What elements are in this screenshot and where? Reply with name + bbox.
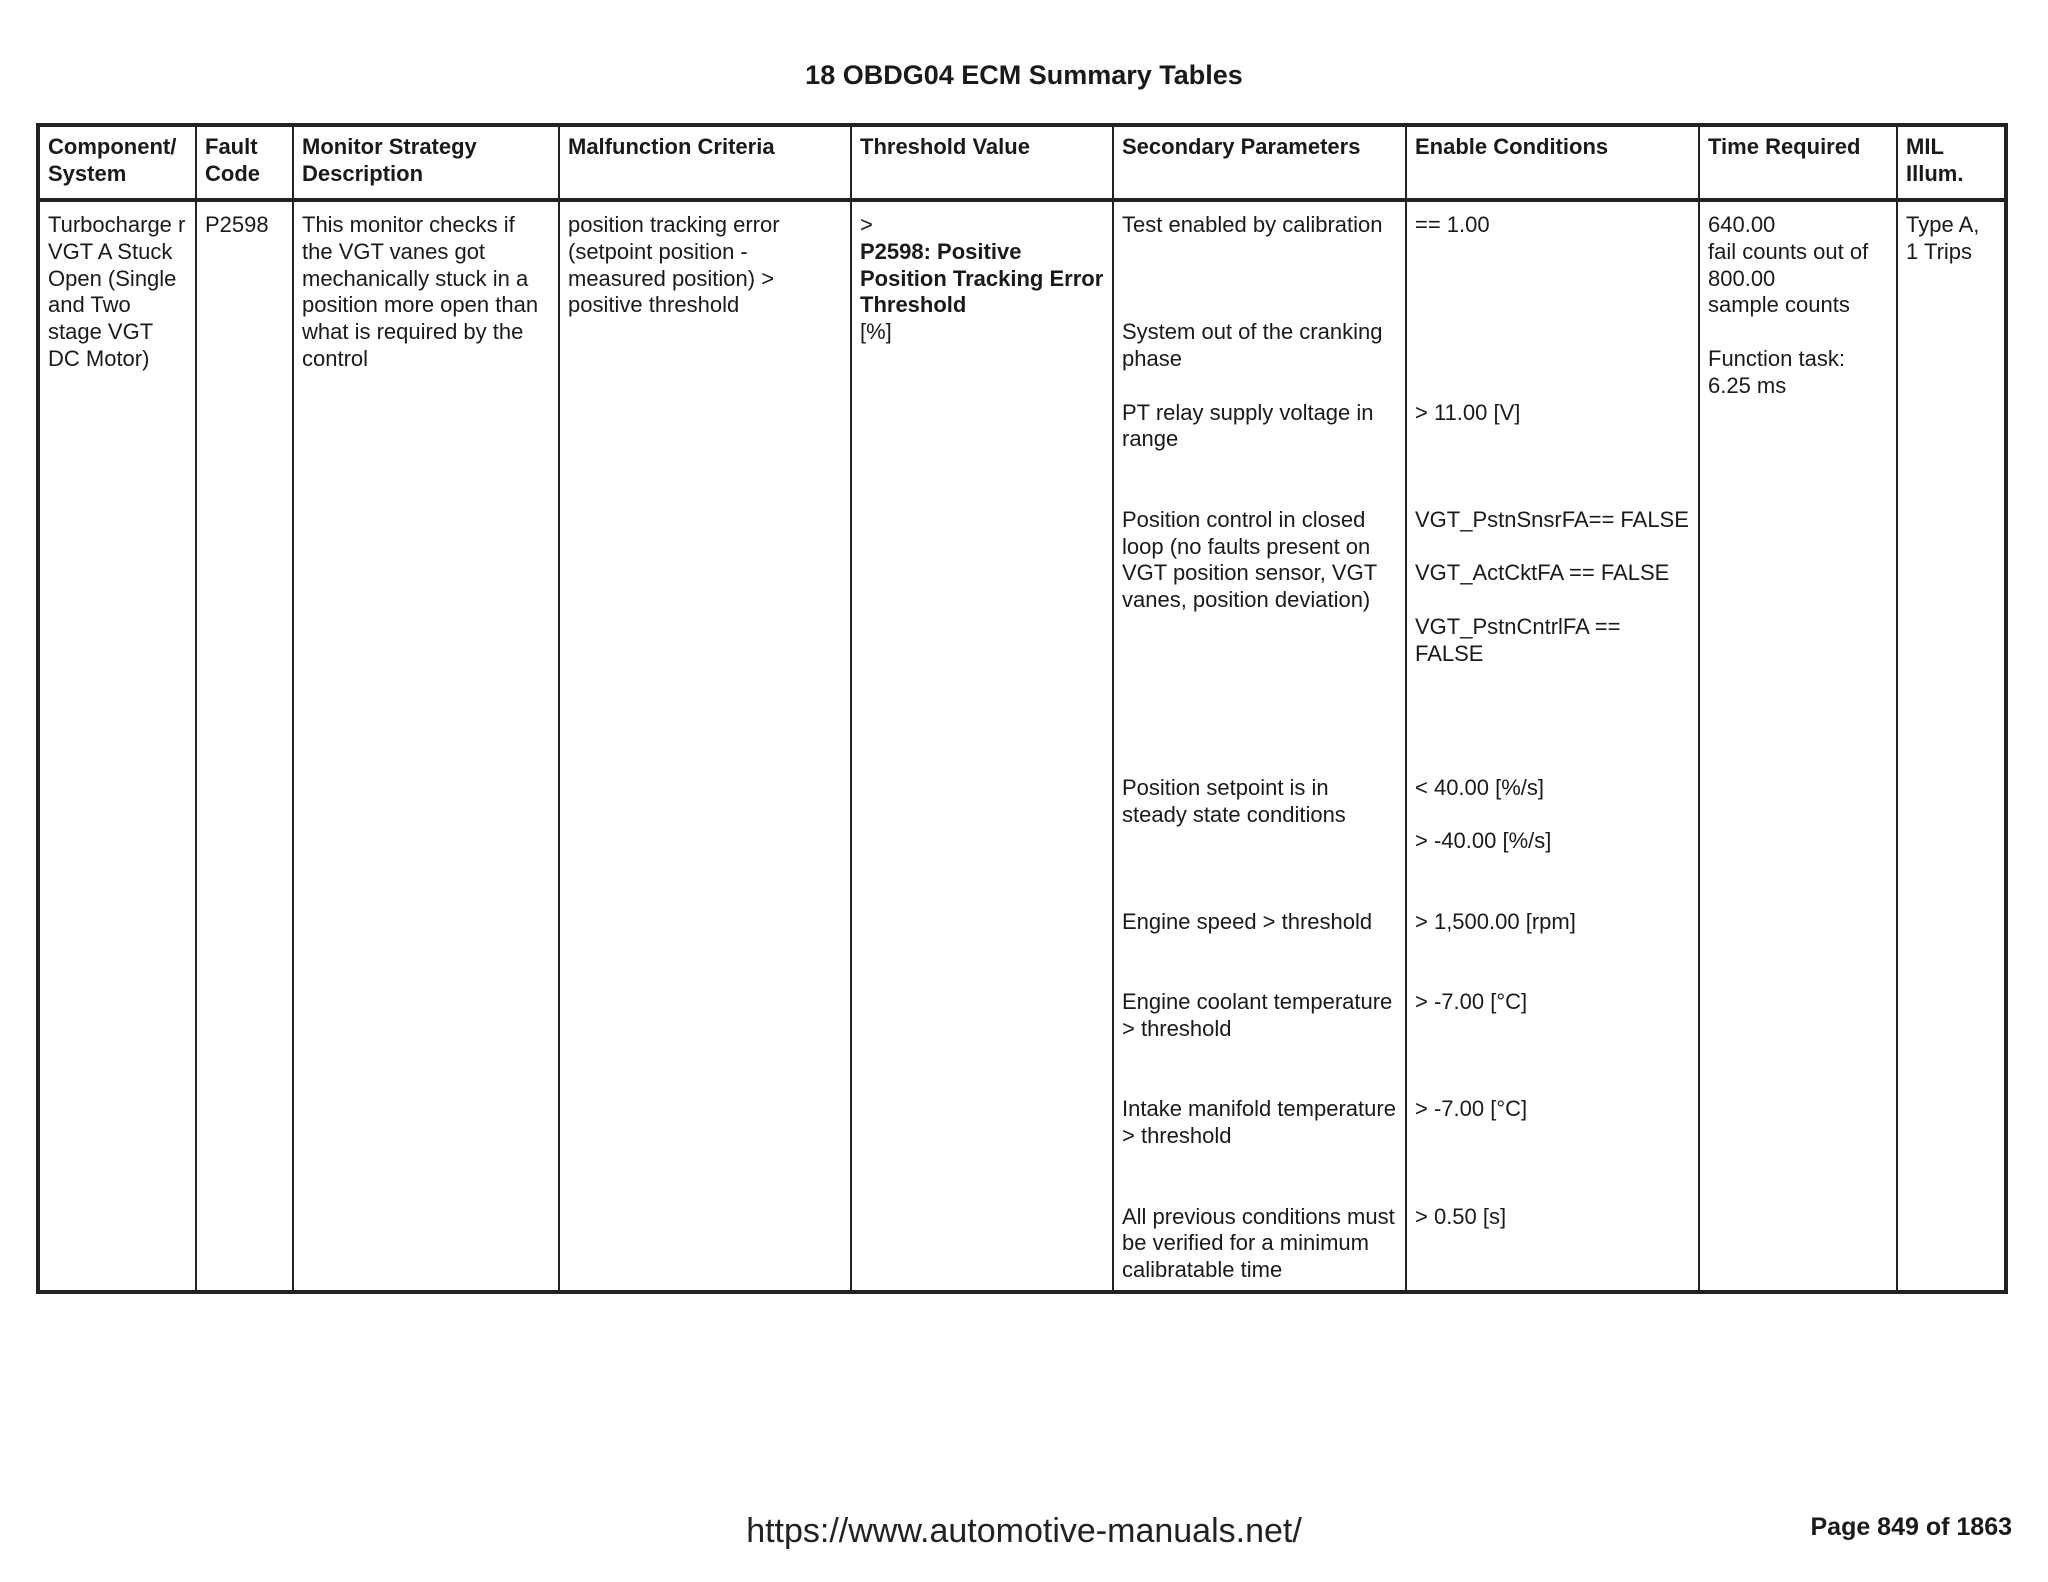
cell-mil-illum: Type A, 1 Trips [1897, 200, 2006, 1292]
secondary-parameter: Position control in closed loop (no faults present on VGT position sensor, VGT vanes, position deviation) [1122, 506, 1377, 613]
secondary-parameter: Engine coolant temperature > threshold [1122, 989, 1393, 1041]
cell-malfunction: position tracking error (setpoint position - measured position) > positive threshold [559, 200, 851, 1292]
threshold-prefix: > [860, 212, 873, 237]
secondary-parameter: Engine speed > threshold [1122, 908, 1373, 934]
footer-url: https://www.automotive-manuals.net/ [746, 1512, 1302, 1550]
threshold-name: P2598: Positive Position Tracking Error Threshold [860, 238, 1104, 318]
header-row [38, 125, 2006, 200]
enable-condition-value: VGT_PstnCntrlFA == FALSE [1415, 613, 1621, 666]
enable-condition [1415, 1204, 1690, 1284]
secondary-parameter: Position setpoint is in steady state conditions [1122, 774, 1346, 827]
enable-condition-value: > -7.00 [°C] [1415, 989, 1528, 1015]
header-fault-code: Fault Code [196, 125, 293, 200]
threshold-unit: [%] [860, 319, 892, 345]
enable-condition-value: > 0.50 [s] [1415, 1203, 1507, 1229]
header-mil-illum: MIL Illum. [1897, 125, 2006, 200]
header-malfunction-criteria: Malfunction Criteria [559, 125, 851, 200]
enable-condition [1415, 1096, 1690, 1203]
enable-condition [1415, 212, 1690, 319]
enable-condition [1415, 775, 1690, 909]
time-sample-label: sample counts [1708, 292, 1850, 318]
time-fail-count: 640.00 [1708, 212, 1776, 237]
secondary-parameter: PT relay supply voltage in range [1122, 399, 1374, 452]
header-component: Component/ System [38, 125, 196, 200]
time-task-label: Function task: [1708, 345, 1845, 371]
header-threshold-value: Threshold Value [851, 125, 1113, 200]
table-row [38, 200, 2006, 1292]
secondary-parameter: System out of the cranking phase [1122, 319, 1383, 371]
page-title: 18 OBDG04 ECM Summary Tables [805, 60, 1243, 90]
enable-condition-value: > 1,500.00 [rpm] [1415, 908, 1576, 934]
header-enable-conditions: Enable Conditions [1406, 125, 1699, 200]
secondary-parameter: Intake manifold temperature > threshold [1122, 1096, 1396, 1149]
time-task-value: 6.25 ms [1708, 372, 1787, 398]
header-monitor-strategy: Monitor Strategy Description [293, 125, 559, 200]
cell-secondary-parameters [1113, 200, 1406, 1292]
enable-condition-value: > 11.00 [V] [1415, 399, 1521, 425]
enable-condition-value: VGT_PstnSnsrFA== FALSE [1415, 506, 1689, 532]
ecm-summary-table [36, 123, 2008, 1294]
cell-description: This monitor checks if the VGT vanes got mechanically stuck in a position more open than what is required by the control [293, 200, 559, 1292]
enable-condition [1415, 507, 1690, 775]
enable-condition-value: VGT_ActCktFA == FALSE [1415, 560, 1670, 586]
secondary-parameter: All previous conditions must be verified for a minimum calibratable time [1122, 1203, 1395, 1283]
cell-threshold [851, 200, 1113, 1292]
header-secondary-parameters: Secondary Parameters [1113, 125, 1406, 200]
page-number: Page 849 of 1863 [1810, 1513, 2012, 1541]
enable-condition [1415, 909, 1690, 989]
header-time-required: Time Required [1699, 125, 1897, 200]
enable-condition-value: == 1.00 [1415, 212, 1490, 237]
cell-time-required [1699, 200, 1897, 1292]
secondary-parameter: Test enabled by calibration [1122, 212, 1383, 237]
enable-condition-value: > -40.00 [%/s] [1415, 828, 1552, 854]
enable-condition [1415, 989, 1690, 1096]
cell-enable-conditions [1406, 200, 1699, 1292]
cell-fault-code: P2598 [196, 200, 293, 1292]
enable-condition-value: > -7.00 [°C] [1415, 1096, 1528, 1122]
enable-condition [1415, 400, 1690, 507]
cell-component: Turbocharge r VGT A Stuck Open (Single and Two stage VGT DC Motor) [38, 200, 196, 1292]
enable-condition [1415, 319, 1690, 399]
time-fail-label: fail counts out of [1708, 238, 1869, 264]
enable-condition-value: < 40.00 [%/s] [1415, 774, 1545, 800]
time-sample-count: 800.00 [1708, 265, 1776, 291]
